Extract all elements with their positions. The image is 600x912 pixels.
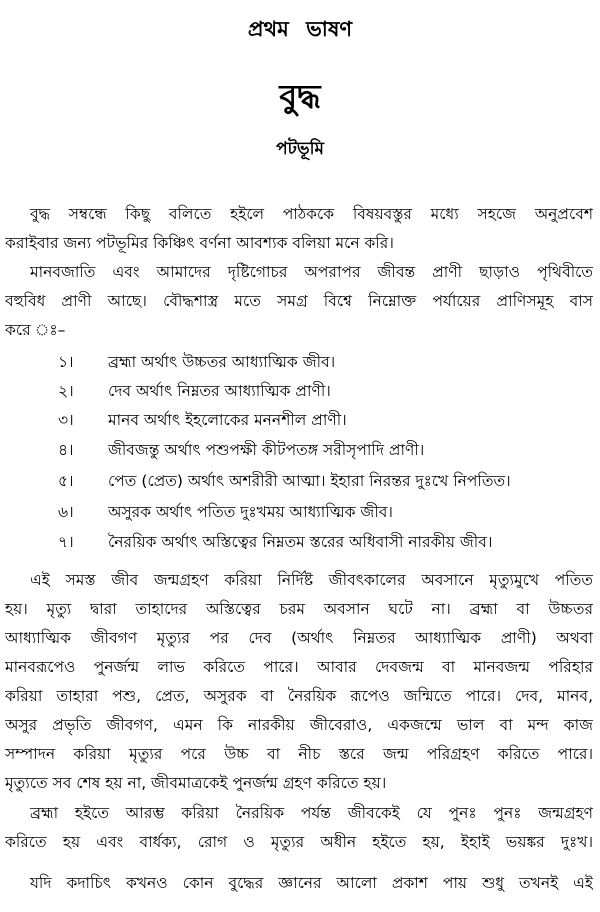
paragraph-line: মানবজাতি এবং আমাদের দৃষ্টিগোচর অপরাপর জীবন্ত প্রাণী ছাড়াও পৃথিবীতে — [30, 263, 593, 281]
list-number: ১। — [58, 353, 74, 371]
list-item — [0, 378, 600, 404]
list-number: ৫। — [58, 472, 74, 490]
paragraph-line: বহুবিধ প্রাণী আছে। বৌদ্ধশাস্ত্র মতে সমগ্র বিশ্বে নিম্নোক্ত পর্যায়ের প্রাণিসমূহ বাস — [5, 292, 593, 310]
list-number: ৭। — [58, 533, 74, 551]
list-item — [0, 468, 600, 494]
list-number: ৪। — [58, 441, 74, 459]
paragraph-line: অসুর প্রভৃতি জীবগণ, এমন কি নারকীয় জীবেরাও, একজন্মে ভাল বা মন্দ কাজ — [5, 716, 593, 734]
paragraph-line: মানবরূপেও পুনর্জন্ম লাভ করিতে পারে। আবার দেবজন্ম বা মানবজন্ম পরিহার — [5, 658, 593, 676]
chapter-title: বুদ্ধ — [279, 77, 321, 115]
list-text: নৈরয়িক অর্থাৎ অস্তিত্বের নিম্নতম স্তরের অধিবাসী নারকীয় জীব। — [108, 533, 493, 551]
list-text: মানব অর্থাৎ ইহলোকের মননশীল প্রাণী। — [108, 411, 347, 429]
list-text: জীবজন্তু অর্থাৎ পশুপক্ষী কীটপতঙ্গ সরীসৃপাদি প্রাণী। — [108, 441, 425, 459]
paragraph-line: এই সমস্ত জীব জন্মগ্রহণ করিয়া নির্দিষ্ট জীবৎকালের অবসানে মৃত্যুমুখে পতিত — [30, 571, 593, 589]
paragraph-line: বুদ্ধ সম্বন্ধে কিছু বলিতে হইলে পাঠককে বিষয়বস্তুর মধ্যে সহজে অনুপ্রবেশ — [30, 205, 593, 223]
list-number: ৩। — [58, 411, 74, 429]
list-text: ব্রহ্মা অর্থাৎ উচ্চতর আধ্যাত্মিক জীব। — [108, 353, 336, 371]
paragraph-line: যদি কদাচিৎ কখনও কোন বুদ্ধের জ্ঞানের আলো প্রকাশ পায় শুধু তখনই এই — [30, 874, 593, 892]
list-item — [0, 529, 600, 555]
paragraph-line: ব্রহ্মা হইতে আরম্ভ করিয়া নৈরয়িক পর্যন্ত জীবকেই যে পুনঃ পুনঃ জন্মগ্রহণ — [30, 804, 593, 822]
paragraph-line: সম্পাদন করিয়া মৃত্যুর পরে উচ্চ বা নীচ স্তরে জন্ম পরিগ্রহণ করিতে পারে। — [5, 745, 593, 763]
paragraph-line: করাইবার জন্য পটভূমির কিঞ্চিৎ বর্ণনা আবশ্যক বলিয়া মনে করি। — [5, 234, 394, 252]
paragraph-line: করিয়া তাহারা পশু, প্রেত, অসুরক বা নৈরয়িক রূপেও জন্মিতে পারে। দেব, মানব, — [5, 687, 593, 705]
chapter-heading: প্রথম ভাষণ — [247, 17, 353, 41]
paragraph-line: হয়। মৃত্যু দ্বারা তাহাদের অস্তিত্বের চরম অবসান ঘটে না। ব্রহ্মা বা উচ্চতর — [5, 600, 593, 618]
paragraph-line: আধ্যাত্মিক জীবগণ মৃত্যুর পর দেব (অর্থাৎ নিম্নতর আধ্যাত্মিক প্রাণী) অথবা — [5, 629, 593, 647]
paragraph-line: করিতে হয় এবং বার্ধক্য, রোগ ও মৃত্যুর অধীন হইতে হয়, ইহাই ভয়ঙ্কর দুঃখ। — [5, 833, 593, 851]
list-item — [0, 437, 600, 463]
list-text: পেত (প্রেত) অর্থাৎ অশরীরী আত্মা। ইহারা নিরন্তর দুঃখে নিপতিত। — [108, 472, 511, 490]
paragraph-line: করে ঃ– — [5, 321, 66, 339]
list-number: ২। — [58, 382, 74, 400]
list-number: ৬। — [58, 503, 74, 521]
list-text: দেব অর্থাৎ নিম্নতর আধ্যাত্মিক প্রাণী। — [108, 382, 331, 400]
section-subtitle: পটভূমি — [276, 139, 324, 159]
list-item — [0, 349, 600, 375]
paragraph-line: মৃত্যুতে সব শেষ হয় না, জীবমাত্রকেই পুনর্জন্ম গ্রহণ করিতে হয়। — [5, 774, 387, 792]
list-text: অসুরক অর্থাৎ পতিত দুঃখময় আধ্যাত্মিক জীব। — [108, 503, 393, 521]
list-item — [0, 407, 600, 433]
list-item — [0, 499, 600, 525]
